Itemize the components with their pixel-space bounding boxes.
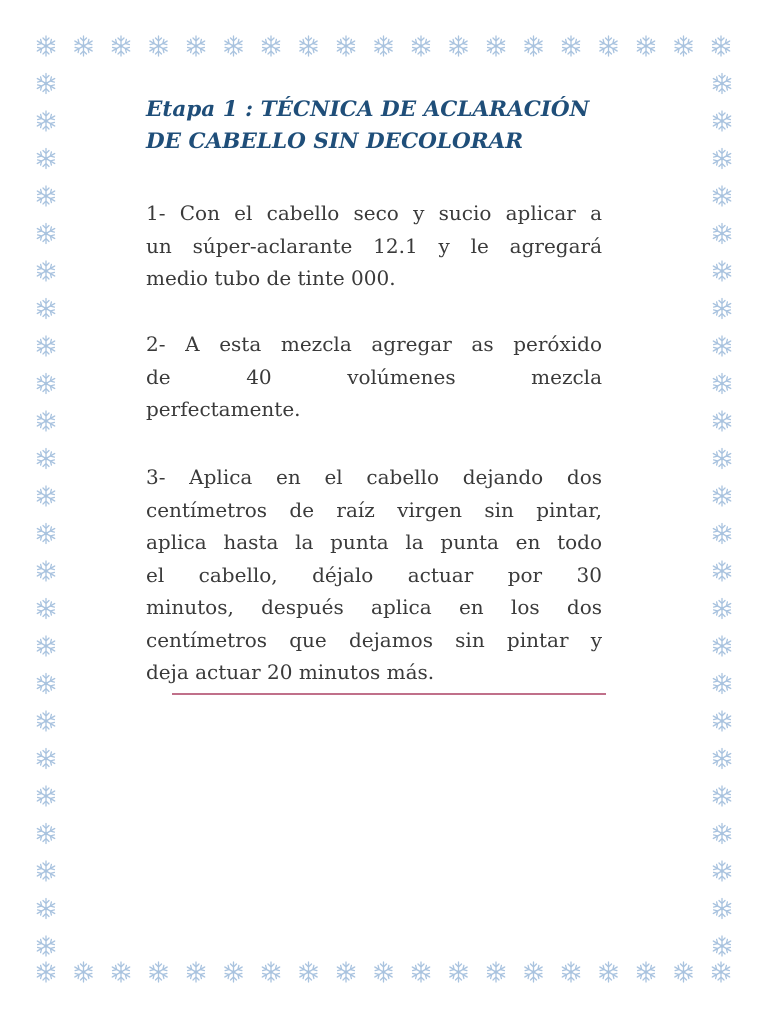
snowflake-icon [375,36,392,56]
snowflake-icon [450,962,467,982]
text-line: 3- Aplica en el cabello dejando dos [146,465,602,489]
snowflake-icon [713,599,730,619]
snowflake-icon [713,224,730,244]
snowflake-icon [713,149,730,169]
snowflake-icon [375,962,392,982]
snowflake-icon [37,449,54,469]
snowflake-icon [112,36,129,56]
snowflake-icon [37,224,54,244]
snowflake-icon [600,962,617,982]
snowflake-icon [187,36,204,56]
snowflake-icon [37,861,54,881]
snowflake-icon [562,962,579,982]
snowflake-icon [37,486,54,506]
snowflake-icon [637,36,654,56]
snowflake-icon [487,36,504,56]
snowflake-icon [713,374,730,394]
snowflake-icon [713,299,730,319]
snowflake-icon [525,36,542,56]
snowflake-icon [337,36,354,56]
section-title [146,94,616,158]
section-title-line: DE CABELLO SIN DECOLORAR [146,129,524,154]
snowflake-icon [262,36,279,56]
text-line: el cabello, déjalo actuar por 30 [146,562,602,587]
snowflake-icon [525,962,542,982]
snowflake-icon [37,824,54,844]
snowflake-icon [712,962,729,982]
snowflake-icon [337,962,354,982]
snowflake-icon [713,749,730,769]
snowflake-icon [37,336,54,356]
snowflake-icon [713,674,730,694]
snowflake-icon [600,36,617,56]
snowflake-icon [300,36,317,56]
snowflake-icon [713,786,730,806]
text-line: un súper-aclarante 12.1 y le agregará [146,233,602,258]
snowflake-icon [713,486,730,506]
text-line: centímetros de raíz virgen sin pintar, [146,497,602,522]
snowflake-icon [37,561,54,581]
snowflake-icon [37,149,54,169]
snowflake-icon [225,962,242,982]
snowflake-icon [713,336,730,356]
text-line: perfectamente. [146,397,301,421]
snowflake-icon [713,861,730,881]
snowflake-icon [713,711,730,731]
snowflake-icon [37,749,54,769]
snowflake-icon [37,599,54,619]
step-2-paragraph [146,328,602,426]
snowflake-icon [150,36,167,56]
snowflake-icon [713,899,730,919]
snowflake-icon [713,524,730,544]
snowflake-icon [37,374,54,394]
snowflake-icon [37,962,54,982]
snowflake-icon [713,449,730,469]
snowflake-icon [37,674,54,694]
snowflake-icon [75,36,92,56]
text-line: de 40 volúmenes mezcla [146,364,602,389]
snowflake-icon [150,962,167,982]
snowflake-icon [75,962,92,982]
snowflake-icon [713,636,730,656]
snowflake-icon [37,899,54,919]
snowflake-icon [37,411,54,431]
text-line: aplica hasta la punta la punta en todo [146,530,602,554]
snowflake-icon [713,74,730,94]
snowflake-icon [37,524,54,544]
snowflake-icon [713,936,730,956]
snowflake-icon [487,962,504,982]
snowflake-icon [37,111,54,131]
snowflake-icon [37,786,54,806]
text-line: 1- Con el cabello seco y sucio aplicar a [146,201,602,225]
snowflake-icon [37,299,54,319]
snowflake-icon [187,962,204,982]
section-title-line: Etapa 1 : TÉCNICA DE ACLARACIÓN [146,97,590,122]
snowflake-icon [37,36,54,56]
snowflake-icon [562,36,579,56]
snowflake-icon [713,261,730,281]
snowflake-icon [37,186,54,206]
snowflake-icon [112,962,129,982]
snowflake-icon [300,962,317,982]
snowflake-icon [713,561,730,581]
divider-line [172,693,606,695]
text-line: minutos, después aplica en los dos [146,595,602,619]
snowflake-icon [412,962,429,982]
text-line: centímetros que dejamos sin pintar y [146,627,602,652]
snowflake-icon [37,711,54,731]
snowflake-icon [37,261,54,281]
snowflake-icon [37,74,54,94]
snowflake-icon [713,111,730,131]
snowflake-icon [225,36,242,56]
snowflake-icon [262,962,279,982]
text-line: 2- A esta mezcla agregar as peróxido [146,332,602,356]
snowflake-icon [675,962,692,982]
snowflake-icon [412,36,429,56]
snowflake-icon [712,36,729,56]
step-1-paragraph [146,197,602,295]
snowflake-icon [37,636,54,656]
snowflake-icon [713,411,730,431]
text-line: medio tubo de tinte 000. [146,266,396,290]
snowflake-icon [450,36,467,56]
snowflake-icon [713,824,730,844]
snowflake-icon [37,936,54,956]
step-3-paragraph [146,461,602,689]
snowflake-icon [713,186,730,206]
snowflake-icon [675,36,692,56]
snowflake-icon [637,962,654,982]
text-line: deja actuar 20 minutos más. [146,660,435,684]
